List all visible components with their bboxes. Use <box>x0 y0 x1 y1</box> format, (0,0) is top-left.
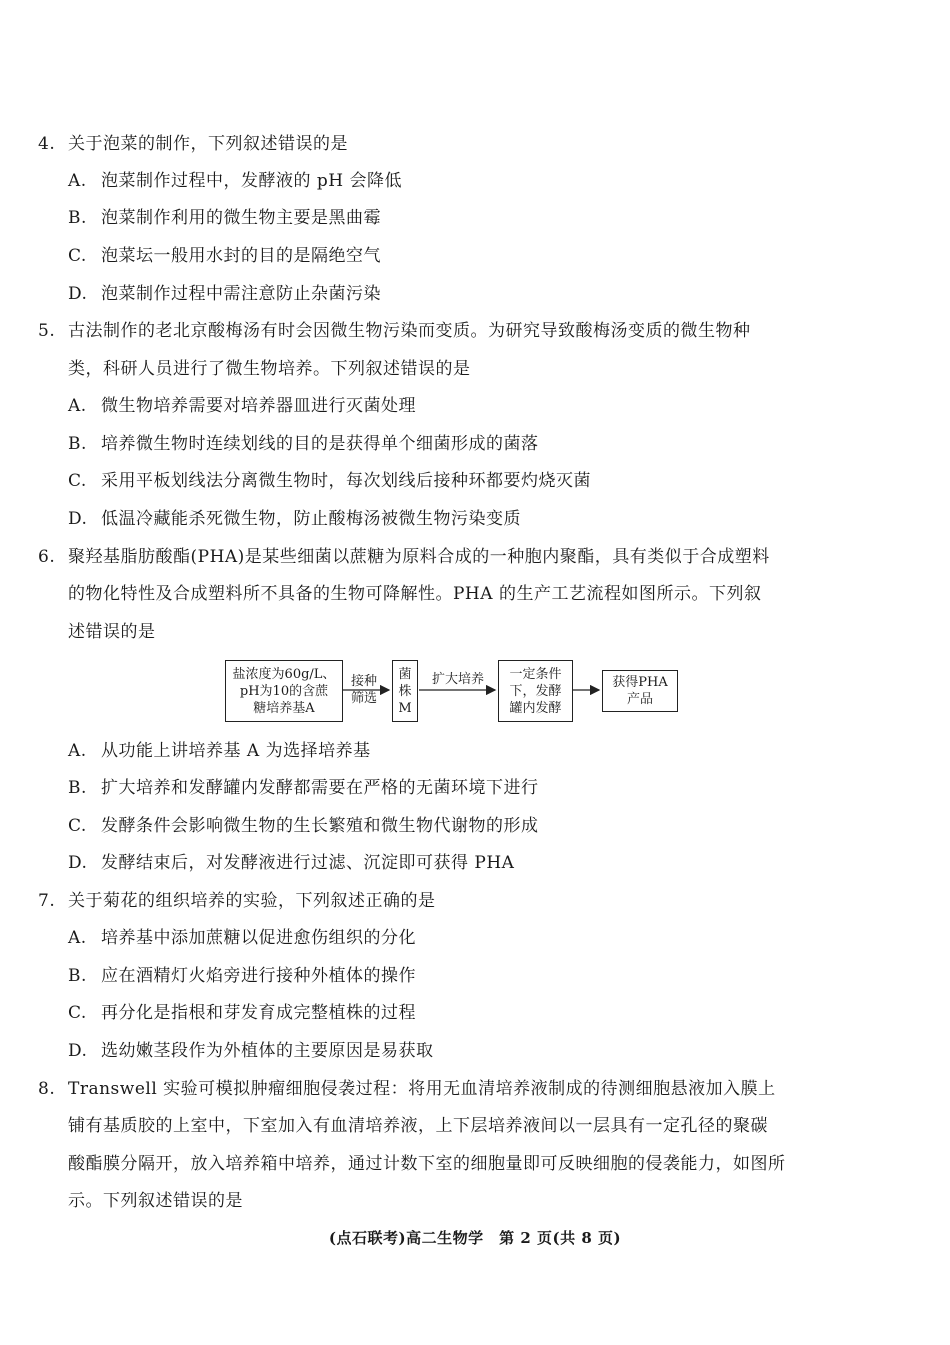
question-text: 关于菊花的组织培养的实验，下列叙述正确的是 <box>68 891 436 911</box>
question-text: 酸酯膜分隔开，放入培养箱中培养，通过计数下室的细胞量即可反映细胞的侵袭能力，如图所 <box>68 1154 786 1174</box>
question-6-option-c <box>68 815 539 837</box>
option-label: A. <box>68 928 87 948</box>
option-label: C. <box>68 1003 87 1023</box>
option-text: 泡菜制作过程中需注意防止杂菌污染 <box>101 284 381 304</box>
question-number: 8. <box>38 1079 56 1099</box>
option-label: D. <box>68 509 88 529</box>
option-label: B. <box>68 434 87 454</box>
flow-box-pha-product: 获得PHA 产品 <box>602 670 678 712</box>
question-7-option-c <box>68 1002 416 1024</box>
option-text: 泡菜坛一般用水封的目的是隔绝空气 <box>101 246 381 266</box>
question-4-option-b <box>68 207 381 229</box>
question-8-stem-line-1 <box>38 1078 776 1100</box>
option-text: 微生物培养需要对培养器皿进行灭菌处理 <box>101 396 416 416</box>
option-label: C. <box>68 816 87 836</box>
option-text: 泡菜制作利用的微生物主要是黑曲霉 <box>101 208 381 228</box>
question-6-stem-line-1 <box>38 546 770 568</box>
question-text: 古法制作的老北京酸梅汤有时会因微生物污染而变质。为研究导致酸梅汤变质的微生物种 <box>68 321 751 341</box>
flow-label-expand-culture: 扩大培养 <box>431 672 484 687</box>
option-text: 选幼嫩茎段作为外植体的主要原因是易获取 <box>101 1041 434 1061</box>
question-text: 聚羟基脂肪酸酯(PHA)是某些细菌以蔗糖为原料合成的一种胞内聚酯，具有类似于合成塑料 <box>68 547 770 567</box>
question-7-option-a <box>68 927 416 949</box>
option-label: D. <box>68 284 88 304</box>
question-6-option-d <box>68 852 514 874</box>
question-5-stem-line-1 <box>38 320 751 342</box>
question-6-option-b <box>68 777 539 799</box>
flow-box-strain-m: 菌 株 M <box>392 660 418 722</box>
question-number: 4. <box>38 134 56 154</box>
question-number: 6. <box>38 547 56 567</box>
question-6-stem-line-3 <box>68 621 156 643</box>
question-4-option-c <box>68 245 381 267</box>
question-5-option-d <box>68 508 521 530</box>
question-text: 述错误的是 <box>68 622 156 642</box>
option-text: 扩大培养和发酵罐内发酵都需要在严格的无菌环境下进行 <box>101 778 539 798</box>
option-text: 培养基中添加蔗糖以促进愈伤组织的分化 <box>101 928 416 948</box>
question-6-option-a <box>68 740 371 762</box>
option-label: B. <box>68 778 87 798</box>
pha-process-flow-diagram <box>222 657 682 727</box>
option-label: A. <box>68 741 87 761</box>
option-text: 低温冷藏能杀死微生物，防止酸梅汤被微生物污染变质 <box>101 509 521 529</box>
option-label: B. <box>68 966 87 986</box>
question-text: 类，科研人员进行了微生物培养。下列叙述错误的是 <box>68 359 471 379</box>
option-label: A. <box>68 171 87 191</box>
option-label: D. <box>68 1041 88 1061</box>
option-text: 采用平板划线法分离微生物时，每次划线后接种环都要灼烧灭菌 <box>101 471 591 491</box>
question-5-option-b <box>68 433 539 455</box>
question-text: 关于泡菜的制作，下列叙述错误的是 <box>68 134 348 154</box>
page-footer: (点石联考)高二生物学 第 2 页(共 8 页) <box>328 1229 622 1247</box>
option-label: D. <box>68 853 88 873</box>
option-text: 发酵条件会影响微生物的生长繁殖和微生物代谢物的形成 <box>101 816 539 836</box>
question-text: 示。下列叙述错误的是 <box>68 1191 243 1211</box>
option-text: 发酵结束后，对发酵液进行过滤、沉淀即可获得 PHA <box>101 853 515 873</box>
question-4-stem <box>38 133 348 155</box>
option-text: 再分化是指根和芽发育成完整植株的过程 <box>101 1003 416 1023</box>
option-text: 从功能上讲培养基 A 为选择培养基 <box>101 741 371 761</box>
question-number: 5. <box>38 321 56 341</box>
option-label: B. <box>68 208 87 228</box>
question-8-stem-line-2 <box>68 1115 768 1137</box>
option-label: C. <box>68 246 87 266</box>
question-text: 铺有基质胶的上室中，下室加入有血清培养液，上下层培养液间以一层具有一定孔径的聚碳 <box>68 1116 768 1136</box>
question-7-stem <box>38 890 436 912</box>
question-text: Transwell 实验可模拟肿瘤细胞侵袭过程：将用无血清培养液制成的待测细胞悬液加入膜上 <box>68 1079 776 1099</box>
question-8-stem-line-3 <box>68 1153 786 1175</box>
question-number: 7. <box>38 891 56 911</box>
flow-box-fermentation: 一定条件 下，发酵 罐内发酵 <box>498 660 573 722</box>
question-7-option-b <box>68 965 416 987</box>
question-5-stem-line-2 <box>68 358 471 380</box>
flow-label-inoculate-screen: 接种 筛选 <box>350 674 377 706</box>
option-text: 培养微生物时连续划线的目的是获得单个细菌形成的菌落 <box>101 434 539 454</box>
question-8-stem-line-4 <box>68 1190 243 1212</box>
question-text: 的物化特性及合成塑料所不具备的生物可降解性。PHA 的生产工艺流程如图所示。下列叙 <box>68 584 762 604</box>
question-7-option-d <box>68 1040 434 1062</box>
option-text: 应在酒精灯火焰旁进行接种外植体的操作 <box>101 966 416 986</box>
question-5-option-c <box>68 470 591 492</box>
question-5-option-a <box>68 395 416 417</box>
question-4-option-d <box>68 283 381 305</box>
option-text: 泡菜制作过程中，发酵液的 pH 会降低 <box>101 171 403 191</box>
flow-box-medium-a: 盐浓度为60g/L、 pH为10的含蔗 糖培养基A <box>225 660 343 722</box>
option-label: C. <box>68 471 87 491</box>
option-label: A. <box>68 396 87 416</box>
question-6-stem-line-2 <box>68 583 761 605</box>
question-4-option-a <box>68 170 402 192</box>
